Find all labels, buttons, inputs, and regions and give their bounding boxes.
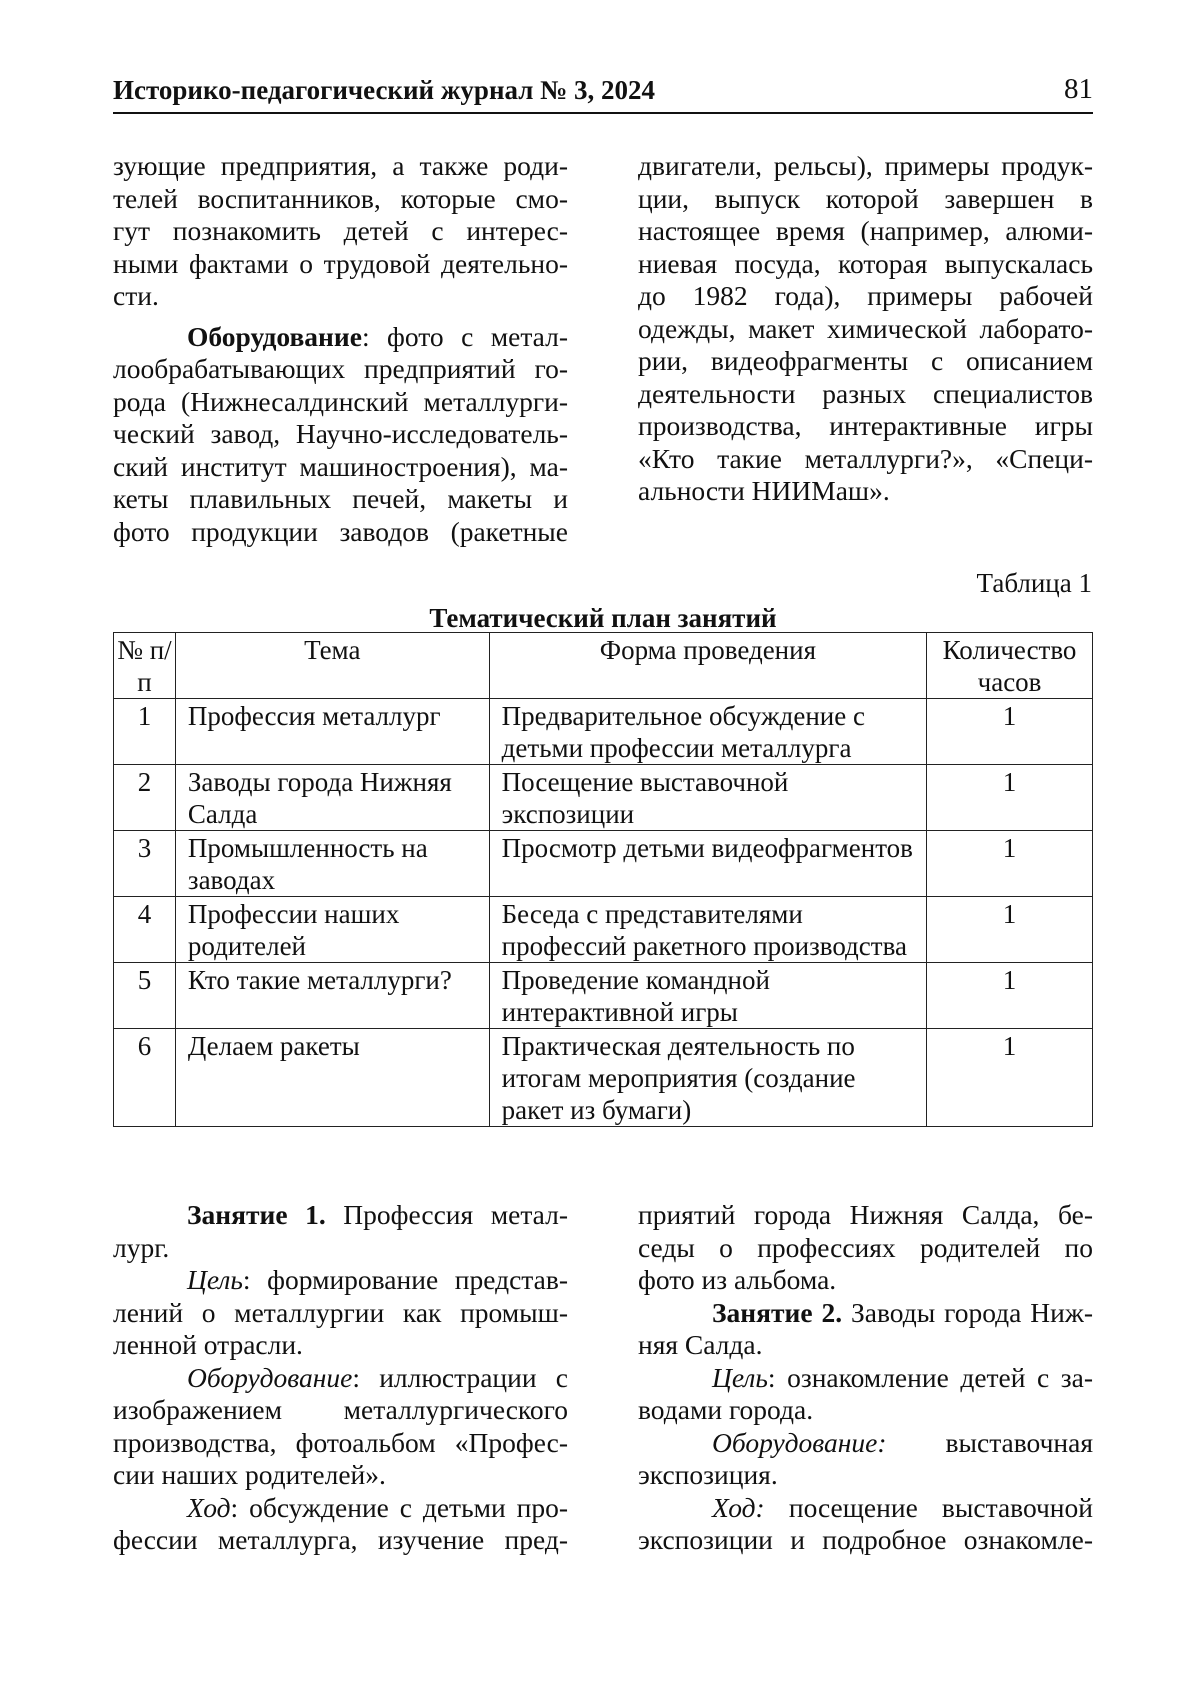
course-line <box>113 1492 568 1525</box>
equipment-line <box>113 1362 568 1395</box>
row-form: Просмотр детьми видеофрагментов <box>489 831 926 897</box>
text-line: няя Салда. <box>638 1329 763 1360</box>
text-line: лений о металлургии как промыш- <box>113 1296 568 1328</box>
text-line: телей воспитанников, которые смо- <box>113 182 568 214</box>
text-run: посещение выставочной <box>764 1491 1093 1523</box>
row-num: 4 <box>114 897 176 963</box>
row-hours: 1 <box>927 897 1093 963</box>
text-line: ческий завод, Научно-исследователь- <box>113 418 568 449</box>
table-row <box>114 1029 1093 1127</box>
header-topic: Тема <box>175 633 489 699</box>
journal-title: Историко-педагогический журнал № 3, 2024 <box>113 75 656 105</box>
page-number: 81 <box>1064 73 1093 105</box>
table-row <box>114 831 1093 897</box>
bold-term: Оборудование <box>187 320 362 352</box>
table-row <box>114 765 1093 831</box>
text-run: : иллюстрации с <box>352 1361 568 1393</box>
text-run: Профессия метал- <box>325 1199 568 1230</box>
text-line: до 1982 года), примеры рабочей <box>638 280 1093 311</box>
row-form: Предварительное обсуждение с детьми профессии металлурга <box>489 699 926 765</box>
table-row <box>114 963 1093 1029</box>
italic-term: Цель <box>712 1361 768 1393</box>
row-num: 1 <box>114 699 176 765</box>
row-topic: Заводы города Нижняя Салда <box>175 765 489 831</box>
text-run: выставочная <box>886 1426 1093 1458</box>
text-line: двигатели, рельсы), примеры продук- <box>638 150 1093 181</box>
text-line: производства, интерактивные игры <box>638 410 1093 441</box>
paragraph-equipment-start <box>113 321 568 354</box>
row-topic: Профессии наших родителей <box>175 897 489 963</box>
table-row <box>114 699 1093 765</box>
text-line: фото продукции заводов (ракетные <box>113 515 568 547</box>
text-line: фессии металлурга, изучение пред- <box>113 1524 568 1555</box>
header-form: Форма проведения <box>489 633 926 699</box>
row-form: Практическая деятельность по итогам мероприятия (создание ракет из бумаги) <box>489 1029 926 1127</box>
row-form: Посещение выставочной экспозиции <box>489 765 926 831</box>
table-caption: Таблица 1 <box>976 568 1092 598</box>
text-column-top-left <box>113 150 568 548</box>
goal-line <box>638 1362 1093 1395</box>
goal-line <box>113 1264 568 1297</box>
italic-term: Оборудование <box>187 1361 353 1393</box>
text-line: ниевая посуда, которая выпускалась <box>638 247 1093 279</box>
text-line: экспозиция. <box>638 1459 778 1490</box>
bold-term: Занятие 2. <box>712 1296 843 1328</box>
text-line: сии наших родителей». <box>113 1459 386 1490</box>
text-line: рода (Нижнесалдинский металлурги- <box>113 385 568 417</box>
row-num: 5 <box>114 963 176 1029</box>
text-line: ными фактами о трудовой деятельно- <box>113 247 568 279</box>
text-run: Заводы города Ниж- <box>842 1296 1093 1328</box>
row-num: 3 <box>114 831 176 897</box>
text-run: : формирование представ- <box>242 1264 568 1295</box>
text-line: «Кто такие металлурги?», «Специ- <box>638 442 1093 474</box>
text-line: изображением металлургического <box>113 1394 568 1425</box>
text-column-bottom-left <box>113 1199 568 1557</box>
italic-term: Оборудование: <box>712 1426 887 1458</box>
table-row <box>114 897 1093 963</box>
text-line: ции, выпуск которой завершен в <box>638 182 1093 214</box>
row-form: Беседа с представителями профессий ракетного производства <box>489 897 926 963</box>
text-line: кеты плавильных печей, макеты и <box>113 483 568 514</box>
row-hours: 1 <box>927 963 1093 1029</box>
row-topic: Промышленность на заводах <box>175 831 489 897</box>
text-line: седы о профессиях родителей по <box>638 1231 1093 1263</box>
thematic-plan-table <box>113 632 1093 1127</box>
italic-term: Ход: <box>712 1491 765 1523</box>
text-column-top-right <box>638 150 1093 508</box>
text-line: гут познакомить детей с интерес- <box>113 215 568 246</box>
row-hours: 1 <box>927 831 1093 897</box>
row-hours: 1 <box>927 765 1093 831</box>
text-line: зующие предприятия, а также роди- <box>113 150 568 181</box>
text-run: : обсуждение с детьми про- <box>230 1491 568 1523</box>
text-line: производства, фотоальбом «Профес- <box>113 1426 568 1458</box>
text-line: экспозиции и подробное ознакомле- <box>638 1524 1093 1555</box>
row-topic: Кто такие металлурги? <box>175 963 489 1029</box>
course-line <box>638 1492 1093 1525</box>
text-line: ский институт машиностроения), ма- <box>113 450 568 482</box>
lesson-2-heading <box>638 1297 1093 1330</box>
table-title: Тематический план занятий <box>429 603 777 633</box>
text-run: : фото с метал- <box>361 320 568 352</box>
text-line: лообрабатывающих предприятий го- <box>113 353 568 384</box>
text-line: альности НИИМаш». <box>638 475 890 506</box>
lesson-1-heading <box>113 1199 568 1232</box>
text-line: деятельности разных специалистов <box>638 377 1093 409</box>
row-form: Проведение командной интерактивной игры <box>489 963 926 1029</box>
text-line: лург. <box>113 1231 170 1263</box>
row-hours: 1 <box>927 1029 1093 1127</box>
text-line: сти. <box>113 280 159 311</box>
row-topic: Профессия металлург <box>175 699 489 765</box>
row-num: 2 <box>114 765 176 831</box>
text-line: рии, видеофрагменты с описанием <box>638 345 1093 376</box>
header-num: № п/п <box>114 633 176 699</box>
text-line: водами города. <box>638 1394 814 1425</box>
header-hours: Количество часов <box>927 633 1093 699</box>
text-line: фото из альбома. <box>638 1264 837 1295</box>
equipment-line <box>638 1427 1093 1460</box>
text-column-bottom-right <box>638 1199 1093 1557</box>
text-line: настоящее время (например, алюми- <box>638 215 1093 246</box>
bold-term: Занятие 1. <box>187 1199 326 1230</box>
text-run: : ознакомление детей с за- <box>767 1361 1093 1393</box>
italic-term: Ход <box>187 1491 231 1523</box>
text-line: одежды, макет химической лаборато- <box>638 312 1093 344</box>
table-header-row <box>114 633 1093 699</box>
italic-term: Цель <box>187 1264 243 1295</box>
row-topic: Делаем ракеты <box>175 1029 489 1127</box>
running-header <box>113 70 1093 114</box>
row-num: 6 <box>114 1029 176 1127</box>
row-hours: 1 <box>927 699 1093 765</box>
text-line: приятий города Нижняя Салда, бе- <box>638 1199 1093 1230</box>
text-line: ленной отрасли. <box>113 1329 303 1360</box>
